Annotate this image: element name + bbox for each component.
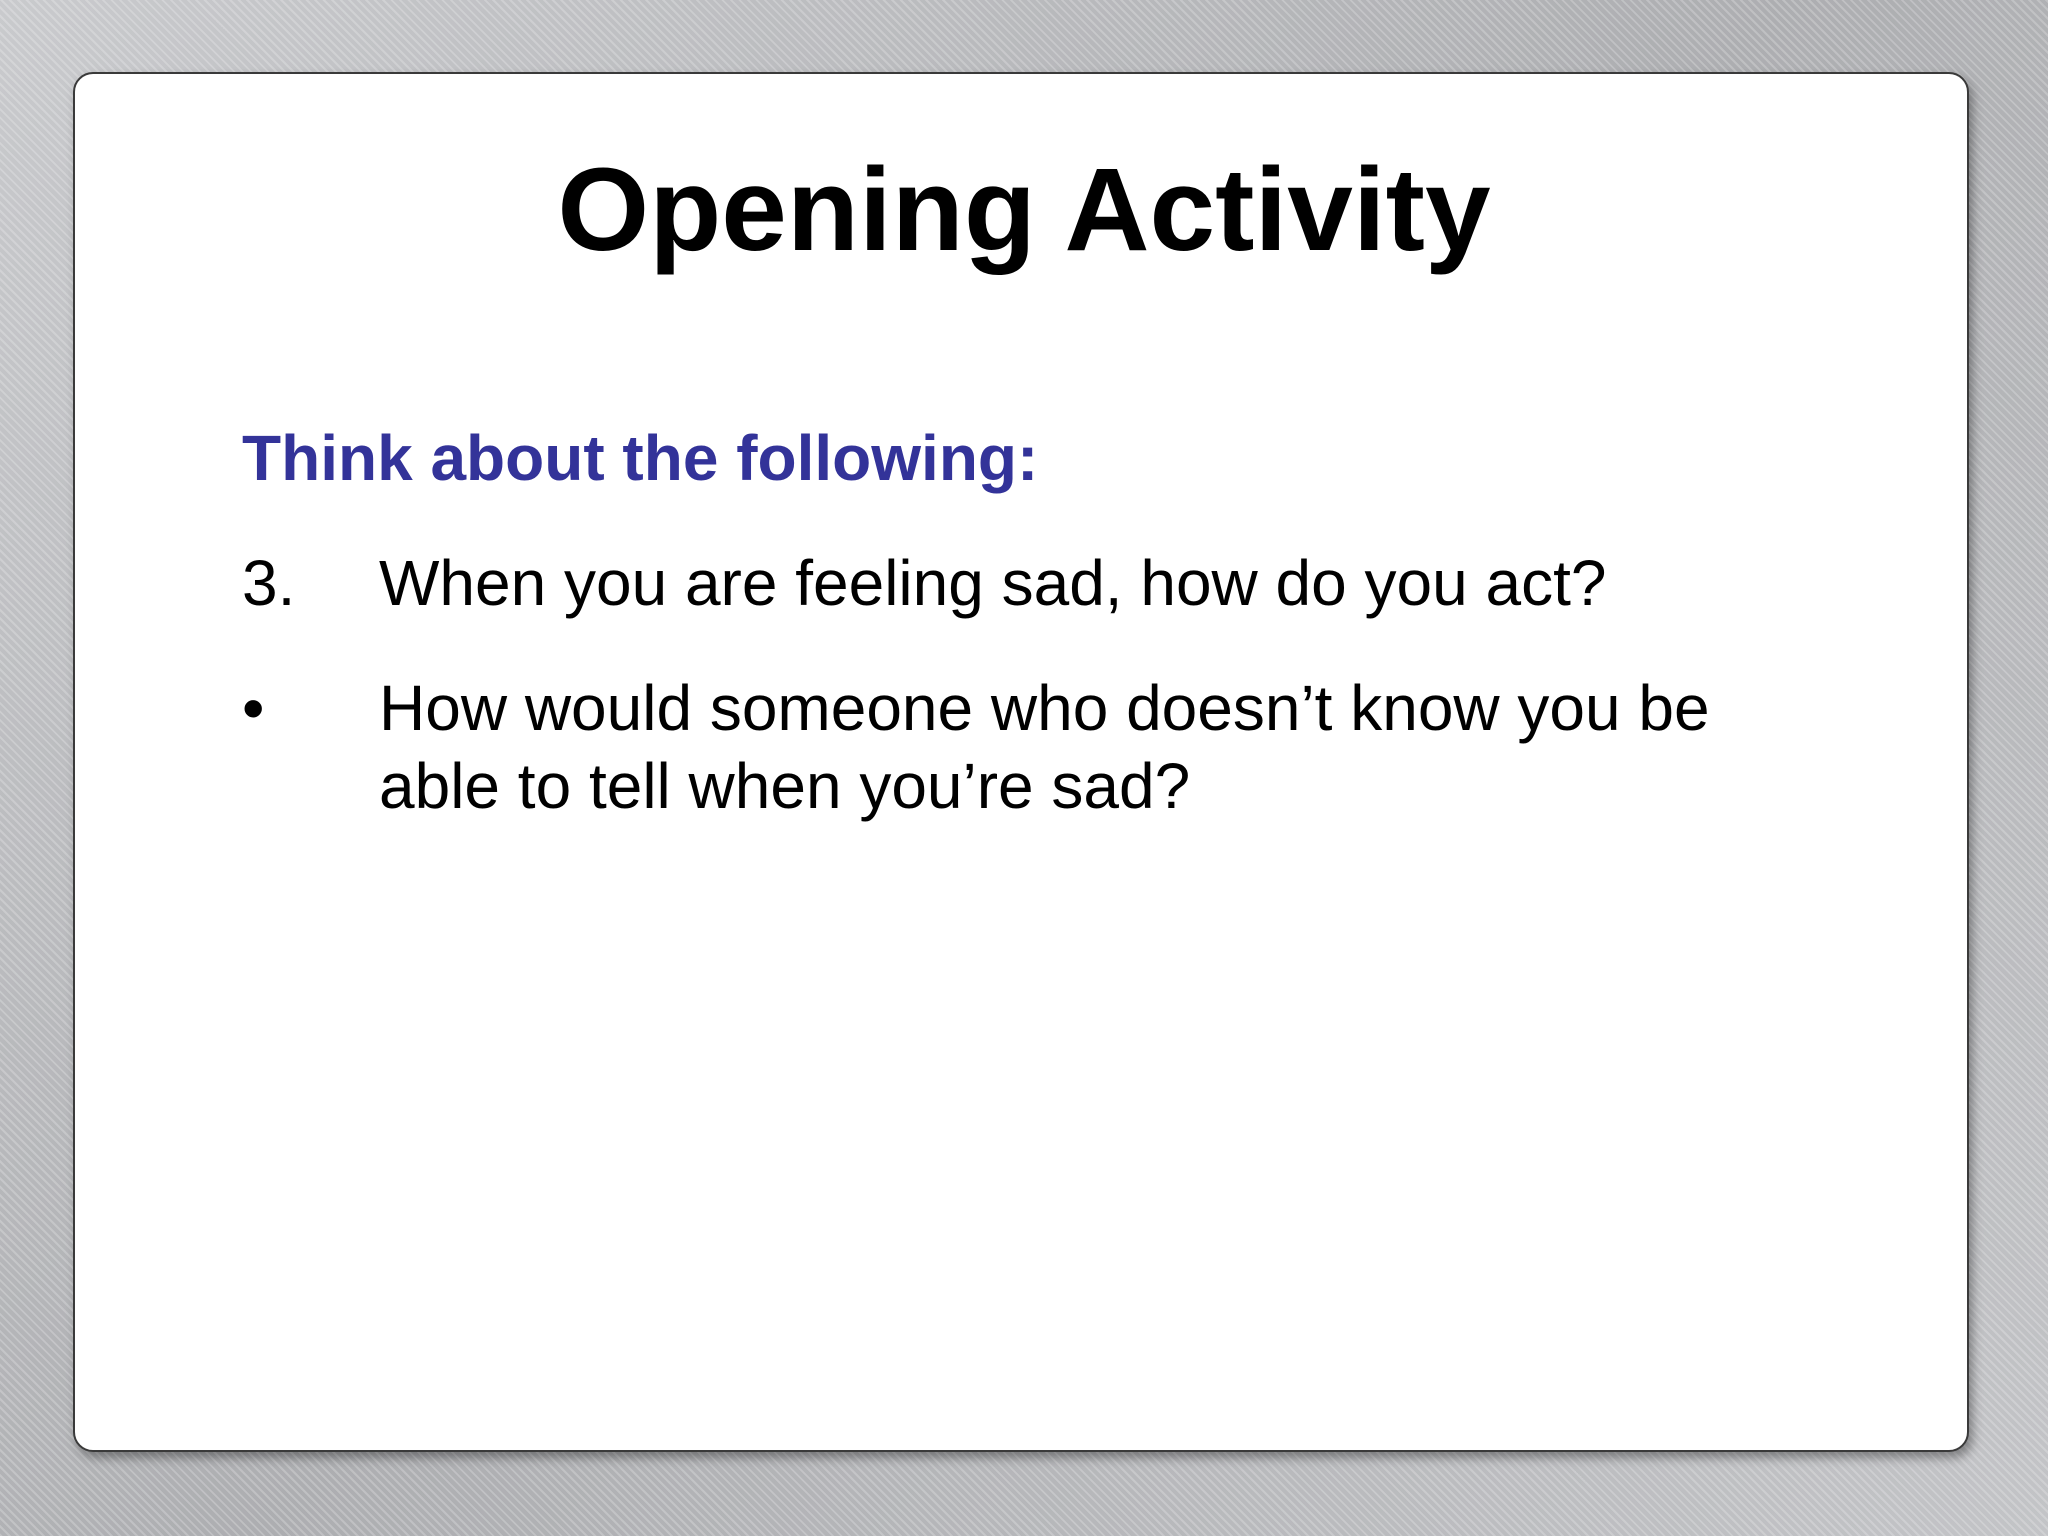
list-item-text: How would someone who doesn’t know you be able to tell when you’re sad? (379, 672, 1710, 822)
subheading: Think about the following: (242, 422, 1039, 494)
list-item-numbered (242, 544, 1802, 622)
bullet-icon: • (242, 672, 265, 744)
slide-title: Opening Activity (557, 144, 1491, 276)
list-number: 3. (242, 547, 296, 619)
list-item-text: When you are feeling sad, how do you act? (379, 547, 1607, 619)
list-item-bullet (242, 669, 1802, 825)
